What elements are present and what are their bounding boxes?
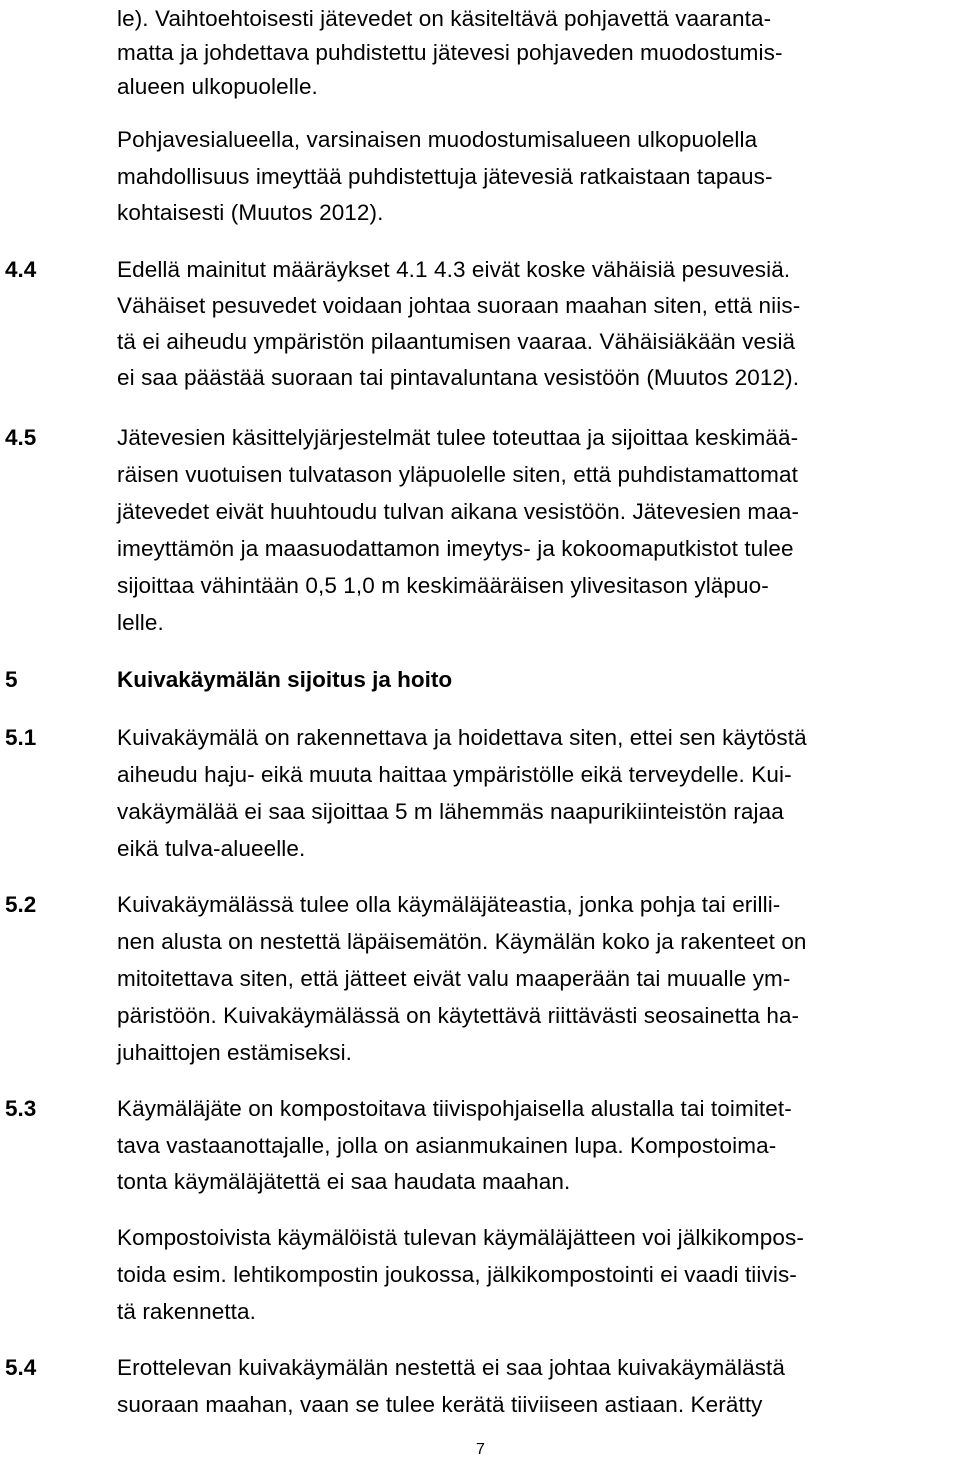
text-line: Jätevesien käsittelyjärjestelmät tulee toteuttaa ja sijoittaa keskimää-: [117, 425, 799, 450]
text-line: Kompostoivista käymälöistä tulevan käymäläjätteen voi jälkikompos-: [117, 1225, 804, 1250]
text-line: le). Vaihtoehtoisesti jätevedet on käsiteltävä pohjavettä vaaranta-: [117, 6, 772, 31]
text-line: lelle.: [117, 610, 164, 635]
text-line: suoraan maahan, vaan se tulee kerätä tiiviiseen astiaan. Kerätty: [117, 1392, 763, 1417]
chapter-title: Kuivakäymälän sijoitus ja hoito: [117, 667, 453, 692]
section-number: 5.2: [5, 892, 37, 917]
text-line: päristöön. Kuivakäymälässä on käytettävä riittävästi seosainetta ha-: [117, 1003, 800, 1028]
section-number: 5.1: [5, 725, 37, 750]
text-line: tonta käymäläjätettä ei saa haudata maahan.: [117, 1169, 571, 1194]
text-line: toida esim. lehtikompostin joukossa, jälkikompostointi ei vaadi tiivis-: [117, 1262, 797, 1287]
text-line: Edellä mainitut määräykset 4.1 4.3 eivät koske vähäisiä pesuvesiä.: [117, 257, 791, 282]
text-line: mahdollisuus imeyttää puhdistettuja jätevesiä ratkaistaan tapaus-: [117, 164, 773, 189]
text-line: Käymäläjäte on kompostoitava tiivispohjaisella alustalla tai toimitet-: [117, 1096, 792, 1121]
page-number: 7: [476, 1441, 485, 1458]
text-line: tä ei aiheudu ympäristön pilaantumisen vaaraa. Vähäisiäkään vesiä: [117, 329, 796, 354]
text-line: matta ja johdettava puhdistettu jätevesi pohjaveden muodostumis-: [117, 40, 783, 65]
text-line: Pohjavesialueella, varsinaisen muodostumisalueen ulkopuolella: [117, 127, 758, 152]
text-line: eikä tulva-alueelle.: [117, 836, 306, 861]
text-line: Kuivakäymälä on rakennettava ja hoidettava siten, ettei sen käytöstä: [117, 725, 807, 750]
text-line: imeyttämön ja maasuodattamon imeytys- ja kokoomaputkistot tulee: [117, 536, 794, 561]
text-line: mitoitettava siten, että jätteet eivät valu maaperään tai muualle ym-: [117, 966, 791, 991]
text-line: alueen ulkopuolelle.: [117, 74, 318, 99]
section-number: 4.4: [5, 257, 37, 282]
chapter-number: 5: [5, 667, 18, 692]
text-line: aiheudu haju- eikä muuta haittaa ympäristölle eikä terveydelle. Kui-: [117, 762, 792, 787]
text-line: tä rakennetta.: [117, 1299, 256, 1324]
text-line: kohtaisesti (Muutos 2012).: [117, 200, 384, 225]
text-line: Erottelevan kuivakäymälän nestettä ei saa johtaa kuivakäymälästä: [117, 1355, 786, 1380]
section-number: 4.5: [5, 425, 37, 450]
text-line: tava vastaanottajalle, jolla on asianmukainen lupa. Kompostoima-: [117, 1133, 777, 1158]
text-line: nen alusta on nestettä läpäisemätön. Käymälän koko ja rakenteet on: [117, 929, 807, 954]
text-line: vakäymälää ei saa sijoittaa 5 m lähemmäs naapurikiinteistön rajaa: [117, 799, 784, 824]
text-line: Kuivakäymälässä tulee olla käymäläjäteastia, jonka pohja tai erilli-: [117, 892, 781, 917]
text-line: ei saa päästää suoraan tai pintavaluntana vesistöön (Muutos 2012).: [117, 365, 800, 390]
section-number: 5.3: [5, 1096, 37, 1121]
text-line: räisen vuotuisen tulvatason yläpuolelle siten, että puhdistamattomat: [117, 462, 798, 487]
text-line: juhaittojen estämiseksi.: [117, 1040, 353, 1065]
section-number: 5.4: [5, 1355, 37, 1380]
text-line: sijoittaa vähintään 0,5 1,0 m keskimääräisen ylivesitason yläpuo-: [117, 573, 769, 598]
text-line: jätevedet eivät huuhtoudu tulvan aikana vesistöön. Jätevesien maa-: [117, 499, 800, 524]
text-line: Vähäiset pesuvedet voidaan johtaa suoraan maahan siten, että niis-: [117, 293, 801, 318]
